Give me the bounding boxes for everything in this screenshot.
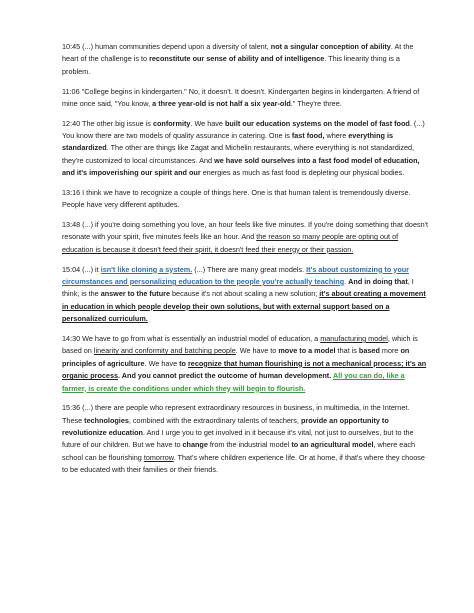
quote-paragraph	[62, 86, 430, 111]
bold-underlined-text: it's about creating a movement in education in which people develop their own solutions, but with external support based on a personalized curriculum.	[62, 289, 426, 324]
text-run: that is	[335, 346, 359, 356]
bold-text: technologies	[84, 415, 129, 425]
text-run: , which is based on	[62, 333, 418, 356]
text-run: , where each school can be flourishing	[62, 440, 416, 462]
bold-text: a three year-old is not half a six year-old	[152, 98, 291, 108]
bold-text: on principles of agriculture	[62, 346, 410, 368]
text-run: . That's where children experience life. Or at home, if that's where they choose to be educated with their families or their friends.	[62, 452, 425, 475]
quote-paragraph	[62, 41, 430, 78]
bold-text: not a singular conception of ability	[270, 42, 391, 51]
text-run: . This linearity thing is a problem.	[62, 54, 400, 76]
document-body	[62, 41, 430, 477]
quote-paragraph	[62, 187, 430, 212]
bold-underlined-text: recognize that human flourishing is not a mechanical process; it's an organic process	[62, 358, 427, 381]
text-run: energies as much as fast food is depleting our physical bodies.	[200, 168, 405, 178]
text-run: 15:36 (...) there are people who represent extraordinary resources in business, in multimedia, in the Internet. These	[62, 403, 410, 425]
quote-paragraph	[62, 219, 430, 256]
bold-text: fast food,	[291, 131, 325, 141]
bold-text: built our education systems on the model of fast food	[224, 118, 410, 128]
underlined-text: manufacturing model	[320, 333, 388, 343]
text-run: 15:04 (...) it	[62, 264, 101, 274]
text-run: , combined with the extraordinary talents of teachers,	[128, 415, 301, 425]
text-run: 14:30 We have to go from what is essentially an industrial model of education, a	[62, 333, 321, 343]
bold-text: based	[358, 346, 380, 356]
quote-paragraph	[62, 118, 430, 180]
quote-paragraph	[62, 333, 430, 395]
text-run: . At the heart of the challenge is to	[62, 42, 414, 64]
text-run: (...) There are many great models.	[192, 264, 307, 274]
bold-text: we have sold ourselves into a fast food model of education, and it's impoverishing our spirit and our	[62, 155, 420, 178]
text-run: from the industrial model	[207, 440, 292, 450]
bold-text: reconstitute our sense of ability and of intelligence	[149, 54, 325, 64]
text-run: 12:40 The other big issue is	[62, 118, 153, 128]
bold-text: to an agricultural model	[291, 440, 374, 450]
text-run: .	[344, 276, 349, 286]
bold-text: to	[179, 358, 188, 368]
highlighted-link-text: It's about customizing to your circumstances and personalizing education to the people you're actually teaching	[62, 264, 409, 286]
highlighted-link-text: isn't like cloning a system.	[100, 264, 193, 274]
text-run: . The other are things like Zagat and Michelin restaurants, where everything is not standardized, they're customized to local circumstances. And	[62, 143, 415, 165]
quote-paragraph	[62, 264, 430, 326]
text-run: ." They're three.	[290, 98, 342, 108]
text-run: 13:48 (...) if you're doing something you love, an hour feels like five minutes. If you're doing something that doesn't resonate with your spirit, five minutes feels like an hour. And	[62, 220, 429, 242]
text-run: . (...) You know there are two models of quality assurance in catering. One is	[62, 118, 425, 141]
text-run: 13:16 I think we have to recognize a couple of things here. One is that human talent is tremendously diverse. People have very different aptitudes.	[62, 187, 411, 210]
bold-text: . And you cannot predict the outcome of human development.	[118, 371, 333, 381]
text-run: . We have to	[235, 346, 279, 356]
underlined-text: the reason so many people are opting out of education is because it doesn't feed their spirit, it doesn't feed their energy or their passion.	[62, 232, 399, 254]
bold-text: conformity	[152, 118, 191, 128]
text-run: where	[324, 131, 349, 141]
underlined-text: tomorrow	[143, 452, 174, 462]
bold-text: answer to the future	[100, 289, 170, 299]
text-run: . We have	[144, 358, 180, 368]
highlighted-green-text: All you can do, like a farmer, is create the conditions under which they will begin to flourish.	[62, 371, 405, 393]
bold-text: provide an opportunity to revolutionize education	[62, 415, 389, 438]
bold-text: everything is standardized	[62, 131, 393, 153]
bold-text: And in doing that	[348, 276, 408, 286]
text-run: 10:45 (...) human communities depend upon a diversity of talent,	[62, 42, 271, 51]
text-run: . We have	[190, 118, 225, 128]
text-run: 11:06 "College begins in kindergarten." No, it doesn't. It doesn't. Kindergarten begins in kindergarten. A friend of mine once said, "You know,	[62, 86, 420, 108]
quote-paragraph	[62, 402, 430, 476]
bold-text: change	[182, 440, 208, 450]
text-run: . And I urge you to get involved in it because it's vital, not just to ourselves, but to the future of our children. But we have to	[62, 428, 414, 450]
underlined-text: linearity and conformity and batching people	[93, 346, 236, 356]
text-run: more	[379, 346, 401, 356]
bold-text: move to a model	[278, 346, 336, 356]
text-run: because it's not about scaling a new solution;	[169, 289, 320, 299]
text-run: , I think, is the	[62, 276, 414, 299]
